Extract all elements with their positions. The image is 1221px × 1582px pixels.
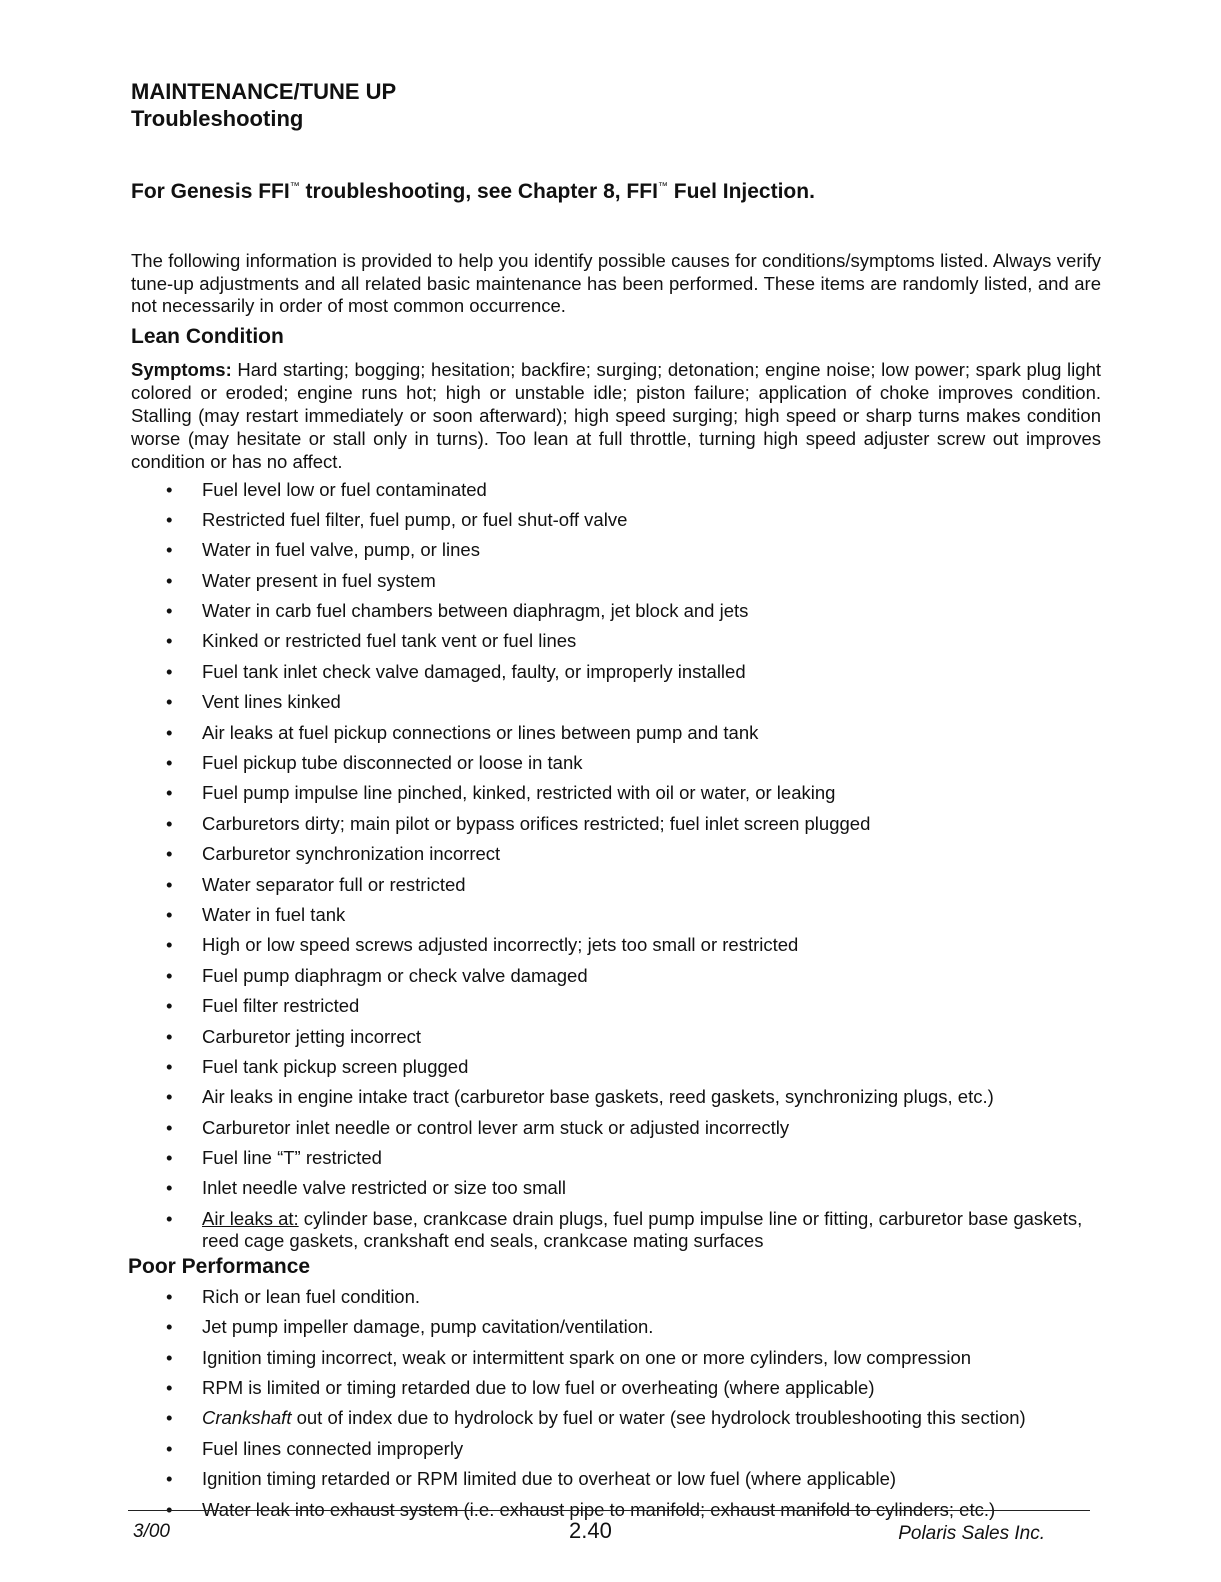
list-item [131, 1023, 1101, 1053]
bullet-icon: • [166, 995, 173, 1017]
list-item-text: Water in fuel tank [202, 903, 346, 925]
bullet-icon: • [166, 1207, 173, 1229]
symptoms-text: Hard starting; bogging; hesitation; backfire; surging; detonation; engine noise; low power; spark plug light colored or eroded; engine runs hot; high or unstable idle; piston failure; application of choke improves condition. Stalling (may restart immediately or soon afterward); high speed surging; high speed or sharp turns makes condition worse (may hesitate or stall only in turns). Too lean at full throttle, turning high speed adjuster screw out improves condition or has no affect. [131, 358, 1101, 472]
page-footer [133, 1518, 1045, 1548]
ffi-note-part3: Fuel Injection. [667, 180, 815, 203]
bullet-icon: • [166, 1468, 173, 1490]
list-item [131, 1374, 1101, 1404]
page-content [128, 78, 1101, 1526]
list-item-text: Fuel line “T” restricted [202, 1147, 382, 1169]
crankshaft-text: out of index due to hydrolock by fuel or water (see hydrolock troubleshooting this section) [291, 1407, 1026, 1429]
list-item [131, 1114, 1101, 1144]
list-item-text: Ignition timing incorrect, weak or intermittent spark on one or more cylinders, low compression [202, 1346, 972, 1368]
list-item-text: Water present in fuel system [202, 569, 436, 591]
list-item [131, 1053, 1101, 1083]
symptoms-label: Symptoms: [131, 358, 232, 380]
list-item-text: Fuel pickup tube disconnected or loose in tank [202, 752, 583, 774]
list-item-text: High or low speed screws adjusted incorrectly; jets too small or restricted [202, 934, 799, 956]
list-item-text: Rich or lean fuel condition. [202, 1285, 421, 1307]
list-item-text: Inlet needle valve restricted or size too small [202, 1177, 567, 1199]
bullet-icon: • [166, 508, 173, 530]
bullet-icon: • [166, 1116, 173, 1138]
page-number: 2.40 [569, 1518, 612, 1543]
bullet-icon: • [166, 1177, 173, 1199]
list-item-text: Fuel tank inlet check valve damaged, faulty, or improperly installed [202, 660, 746, 682]
symptoms-paragraph [131, 358, 1101, 473]
bullet-icon: • [166, 691, 173, 713]
bullet-icon: • [166, 903, 173, 925]
list-item-text: Carburetors dirty; main pilot or bypass orifices restricted; fuel inlet screen plugged [202, 812, 871, 834]
bullet-icon: • [166, 1407, 173, 1429]
list-item-text: Carburetor inlet needle or control lever arm stuck or adjusted incorrectly [202, 1116, 790, 1138]
bullet-icon: • [166, 782, 173, 804]
list-item [131, 597, 1101, 627]
bullet-icon: • [166, 1025, 173, 1047]
list-item-text: Water in fuel valve, pump, or lines [202, 539, 480, 561]
list-item-text: Fuel tank pickup screen plugged [202, 1055, 469, 1077]
bullet-icon: • [166, 1346, 173, 1368]
list-item-text: Air leaks at fuel pickup connections or lines between pump and tank [202, 721, 759, 743]
bullet-icon: • [166, 1147, 173, 1169]
bullet-icon: • [166, 1086, 173, 1108]
bullet-icon: • [166, 478, 173, 500]
list-item [131, 840, 1101, 870]
list-item [131, 536, 1101, 566]
list-item [131, 1205, 1101, 1252]
list-item [131, 1344, 1101, 1374]
list-item-text: Kinked or restricted fuel tank vent or fuel lines [202, 630, 577, 652]
list-item-text: Restricted fuel filter, fuel pump, or fuel shut-off valve [202, 508, 628, 530]
list-item [131, 810, 1101, 840]
bullet-icon: • [166, 934, 173, 956]
bullet-icon: • [166, 1316, 173, 1338]
list-item [131, 1144, 1101, 1174]
lean-causes-list [131, 476, 1101, 1252]
list-item-text: Fuel pump impulse line pinched, kinked, restricted with oil or water, or leaking [202, 782, 836, 804]
bullet-icon: • [166, 1498, 173, 1520]
trademark-symbol: ™ [289, 181, 300, 192]
list-item [131, 719, 1101, 749]
list-item-text: Water separator full or restricted [202, 873, 466, 895]
list-item-text: Water leak into exhaust system (i.e. exhaust pipe to manifold; exhaust manifold to cylinders; etc.) [202, 1498, 996, 1520]
list-item-text: Water in carb fuel chambers between diaphragm, jet block and jets [202, 600, 749, 622]
list-item-text: RPM is limited or timing retarded due to low fuel or overheating (where applicable) [202, 1377, 875, 1399]
intro-paragraph: The following information is provided to help you identify possible causes for conditions/symptoms listed. Always verify tune-up adjustments and all related basic maintenance has been performed. These items are randomly listed, and are not necessarily in order of most common occurrence. [131, 250, 1101, 316]
list-item [131, 627, 1101, 657]
air-leaks-text: cylinder base, crankcase drain plugs, fuel pump impulse line or fitting, carburetor base gaskets, reed cage gaskets, crankshaft end seals, crankcase mating surfaces [202, 1207, 1083, 1251]
bullet-icon: • [166, 721, 173, 743]
list-item [131, 871, 1101, 901]
list-item [131, 1465, 1101, 1495]
list-item-text: Air leaks in engine intake tract (carburetor base gaskets, reed gaskets, synchronizing plugs, etc.) [202, 1086, 994, 1108]
list-item-text: Carburetor synchronization incorrect [202, 843, 501, 865]
bullet-icon: • [166, 964, 173, 986]
list-item [131, 962, 1101, 992]
list-item-text: Ignition timing retarded or RPM limited due to overheat or low fuel (where applicable) [202, 1468, 897, 1490]
bullet-icon: • [166, 752, 173, 774]
list-item [131, 1404, 1101, 1434]
crankshaft-word: Crankshaft [202, 1407, 292, 1429]
list-item-text: Fuel lines connected improperly [202, 1437, 464, 1459]
list-item [131, 1435, 1101, 1465]
list-item [131, 749, 1101, 779]
bullet-icon: • [166, 1285, 173, 1307]
list-item [131, 992, 1101, 1022]
list-item [131, 931, 1101, 961]
lean-condition-heading: Lean Condition [131, 324, 284, 348]
bullet-icon: • [166, 539, 173, 561]
bullet-icon: • [166, 873, 173, 895]
list-item [131, 1174, 1101, 1204]
ffi-note-part1: For Genesis FFI [131, 180, 290, 203]
list-item-text: Fuel pump diaphragm or check valve damaged [202, 964, 588, 986]
ffi-note-part2: troubleshooting, see Chapter 8, FFI [299, 180, 658, 203]
air-leaks-label: Air leaks at: [202, 1207, 299, 1229]
bullet-icon: • [166, 630, 173, 652]
bullet-icon: • [166, 1377, 173, 1399]
footer-company: Polaris Sales Inc. [898, 1523, 1045, 1544]
list-item-text: Vent lines kinked [202, 691, 341, 713]
list-item [131, 779, 1101, 809]
list-item [131, 688, 1101, 718]
trademark-symbol: ™ [657, 181, 668, 192]
bullet-icon: • [166, 660, 173, 682]
list-item [131, 1083, 1101, 1113]
list-item-text: Jet pump impeller damage, pump cavitation/ventilation. [202, 1316, 654, 1338]
bullet-icon: • [166, 600, 173, 622]
list-item [131, 1283, 1101, 1313]
ffi-note [131, 174, 1101, 205]
footer-divider [128, 1510, 1090, 1511]
bullet-icon: • [166, 843, 173, 865]
list-item-text: Carburetor jetting incorrect [202, 1025, 422, 1047]
list-item-text: Fuel filter restricted [202, 995, 360, 1017]
footer-date: 3/00 [133, 1521, 170, 1542]
bullet-icon: • [166, 1437, 173, 1459]
bullet-icon: • [166, 569, 173, 591]
list-item [131, 506, 1101, 536]
list-item [131, 1313, 1101, 1343]
list-item-text: Fuel level low or fuel contaminated [202, 478, 487, 500]
list-item [131, 901, 1101, 931]
poor-performance-list [131, 1283, 1101, 1526]
bullet-icon: • [166, 1055, 173, 1077]
section-title: MAINTENANCE/TUNE UP [131, 79, 397, 104]
bullet-icon: • [166, 812, 173, 834]
section-subtitle: Troubleshooting [131, 106, 304, 131]
list-item [131, 476, 1101, 506]
list-item [131, 567, 1101, 597]
poor-performance-heading: Poor Performance [128, 1254, 311, 1278]
list-item [131, 658, 1101, 688]
